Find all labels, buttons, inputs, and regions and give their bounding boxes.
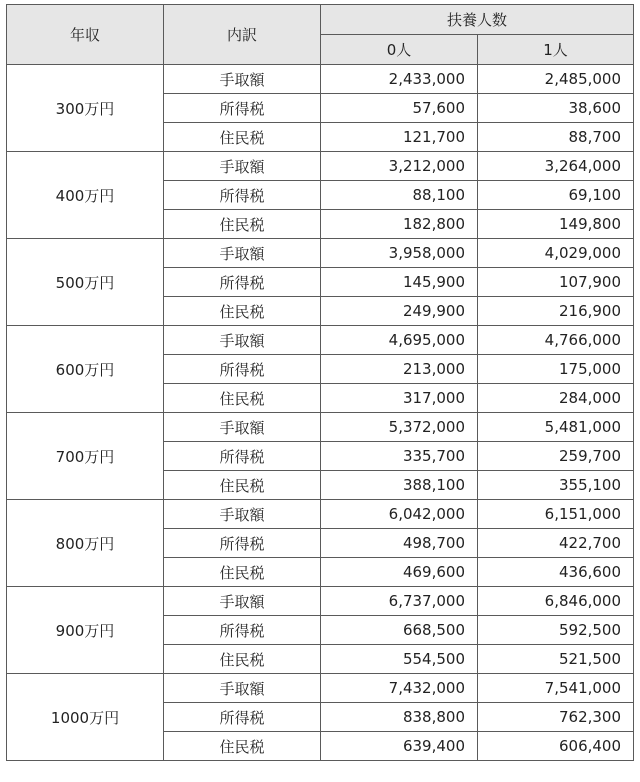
value-dep1-cell: 4,029,000	[478, 239, 634, 268]
item-cell: 住民税	[164, 471, 321, 500]
value-dep0-cell: 668,500	[321, 616, 478, 645]
value-dep1-cell: 606,400	[478, 732, 634, 761]
item-cell: 手取額	[164, 587, 321, 616]
item-cell: 住民税	[164, 297, 321, 326]
item-cell: 所得税	[164, 442, 321, 471]
table-row	[7, 500, 634, 529]
value-dep1-cell: 88,700	[478, 123, 634, 152]
value-dep1-cell: 6,846,000	[478, 587, 634, 616]
value-dep0-cell: 469,600	[321, 558, 478, 587]
item-cell: 所得税	[164, 181, 321, 210]
value-dep1-cell: 521,500	[478, 645, 634, 674]
value-dep0-cell: 57,600	[321, 94, 478, 123]
value-dep0-cell: 388,100	[321, 471, 478, 500]
value-dep0-cell: 213,000	[321, 355, 478, 384]
item-cell: 所得税	[164, 616, 321, 645]
value-dep1-cell: 436,600	[478, 558, 634, 587]
value-dep0-cell: 6,042,000	[321, 500, 478, 529]
income-cell: 1000万円	[7, 674, 164, 761]
value-dep0-cell: 249,900	[321, 297, 478, 326]
income-cell: 800万円	[7, 500, 164, 587]
item-cell: 所得税	[164, 94, 321, 123]
value-dep1-cell: 6,151,000	[478, 500, 634, 529]
value-dep0-cell: 3,212,000	[321, 152, 478, 181]
value-dep0-cell: 6,737,000	[321, 587, 478, 616]
table-body	[7, 65, 634, 761]
value-dep1-cell: 107,900	[478, 268, 634, 297]
value-dep0-cell: 639,400	[321, 732, 478, 761]
value-dep1-cell: 592,500	[478, 616, 634, 645]
table-row	[7, 152, 634, 181]
value-dep1-cell: 5,481,000	[478, 413, 634, 442]
value-dep1-cell: 216,900	[478, 297, 634, 326]
income-cell: 500万円	[7, 239, 164, 326]
item-cell: 住民税	[164, 645, 321, 674]
item-cell: 手取額	[164, 239, 321, 268]
item-cell: 住民税	[164, 123, 321, 152]
value-dep0-cell: 5,372,000	[321, 413, 478, 442]
value-dep0-cell: 121,700	[321, 123, 478, 152]
header-dependents-0: 0人	[321, 35, 478, 65]
item-cell: 手取額	[164, 500, 321, 529]
value-dep1-cell: 422,700	[478, 529, 634, 558]
value-dep0-cell: 4,695,000	[321, 326, 478, 355]
item-cell: 所得税	[164, 703, 321, 732]
header-income: 年収	[7, 5, 164, 65]
income-cell: 700万円	[7, 413, 164, 500]
item-cell: 住民税	[164, 210, 321, 239]
value-dep1-cell: 762,300	[478, 703, 634, 732]
value-dep0-cell: 335,700	[321, 442, 478, 471]
value-dep1-cell: 355,100	[478, 471, 634, 500]
value-dep0-cell: 838,800	[321, 703, 478, 732]
value-dep1-cell: 175,000	[478, 355, 634, 384]
value-dep1-cell: 259,700	[478, 442, 634, 471]
item-cell: 手取額	[164, 65, 321, 94]
table-row	[7, 239, 634, 268]
value-dep0-cell: 554,500	[321, 645, 478, 674]
income-cell: 600万円	[7, 326, 164, 413]
table-row	[7, 326, 634, 355]
item-cell: 手取額	[164, 326, 321, 355]
table-row	[7, 674, 634, 703]
income-cell: 900万円	[7, 587, 164, 674]
value-dep1-cell: 284,000	[478, 384, 634, 413]
table-header	[7, 5, 634, 65]
value-dep1-cell: 7,541,000	[478, 674, 634, 703]
header-dependents-1: 1人	[478, 35, 634, 65]
item-cell: 手取額	[164, 413, 321, 442]
value-dep0-cell: 7,432,000	[321, 674, 478, 703]
value-dep1-cell: 38,600	[478, 94, 634, 123]
item-cell: 所得税	[164, 268, 321, 297]
value-dep0-cell: 317,000	[321, 384, 478, 413]
table-row	[7, 587, 634, 616]
income-cell: 300万円	[7, 65, 164, 152]
table-row	[7, 413, 634, 442]
value-dep0-cell: 2,433,000	[321, 65, 478, 94]
value-dep1-cell: 2,485,000	[478, 65, 634, 94]
item-cell: 住民税	[164, 384, 321, 413]
value-dep1-cell: 69,100	[478, 181, 634, 210]
take-home-pay-table	[6, 4, 634, 761]
value-dep0-cell: 182,800	[321, 210, 478, 239]
item-cell: 所得税	[164, 529, 321, 558]
table-row	[7, 65, 634, 94]
income-cell: 400万円	[7, 152, 164, 239]
value-dep1-cell: 4,766,000	[478, 326, 634, 355]
value-dep0-cell: 3,958,000	[321, 239, 478, 268]
value-dep0-cell: 498,700	[321, 529, 478, 558]
value-dep0-cell: 88,100	[321, 181, 478, 210]
item-cell: 所得税	[164, 355, 321, 384]
value-dep0-cell: 145,900	[321, 268, 478, 297]
item-cell: 手取額	[164, 152, 321, 181]
item-cell: 手取額	[164, 674, 321, 703]
header-dependents: 扶養人数	[321, 5, 634, 35]
value-dep1-cell: 3,264,000	[478, 152, 634, 181]
item-cell: 住民税	[164, 558, 321, 587]
header-breakdown: 内訳	[164, 5, 321, 65]
item-cell: 住民税	[164, 732, 321, 761]
value-dep1-cell: 149,800	[478, 210, 634, 239]
